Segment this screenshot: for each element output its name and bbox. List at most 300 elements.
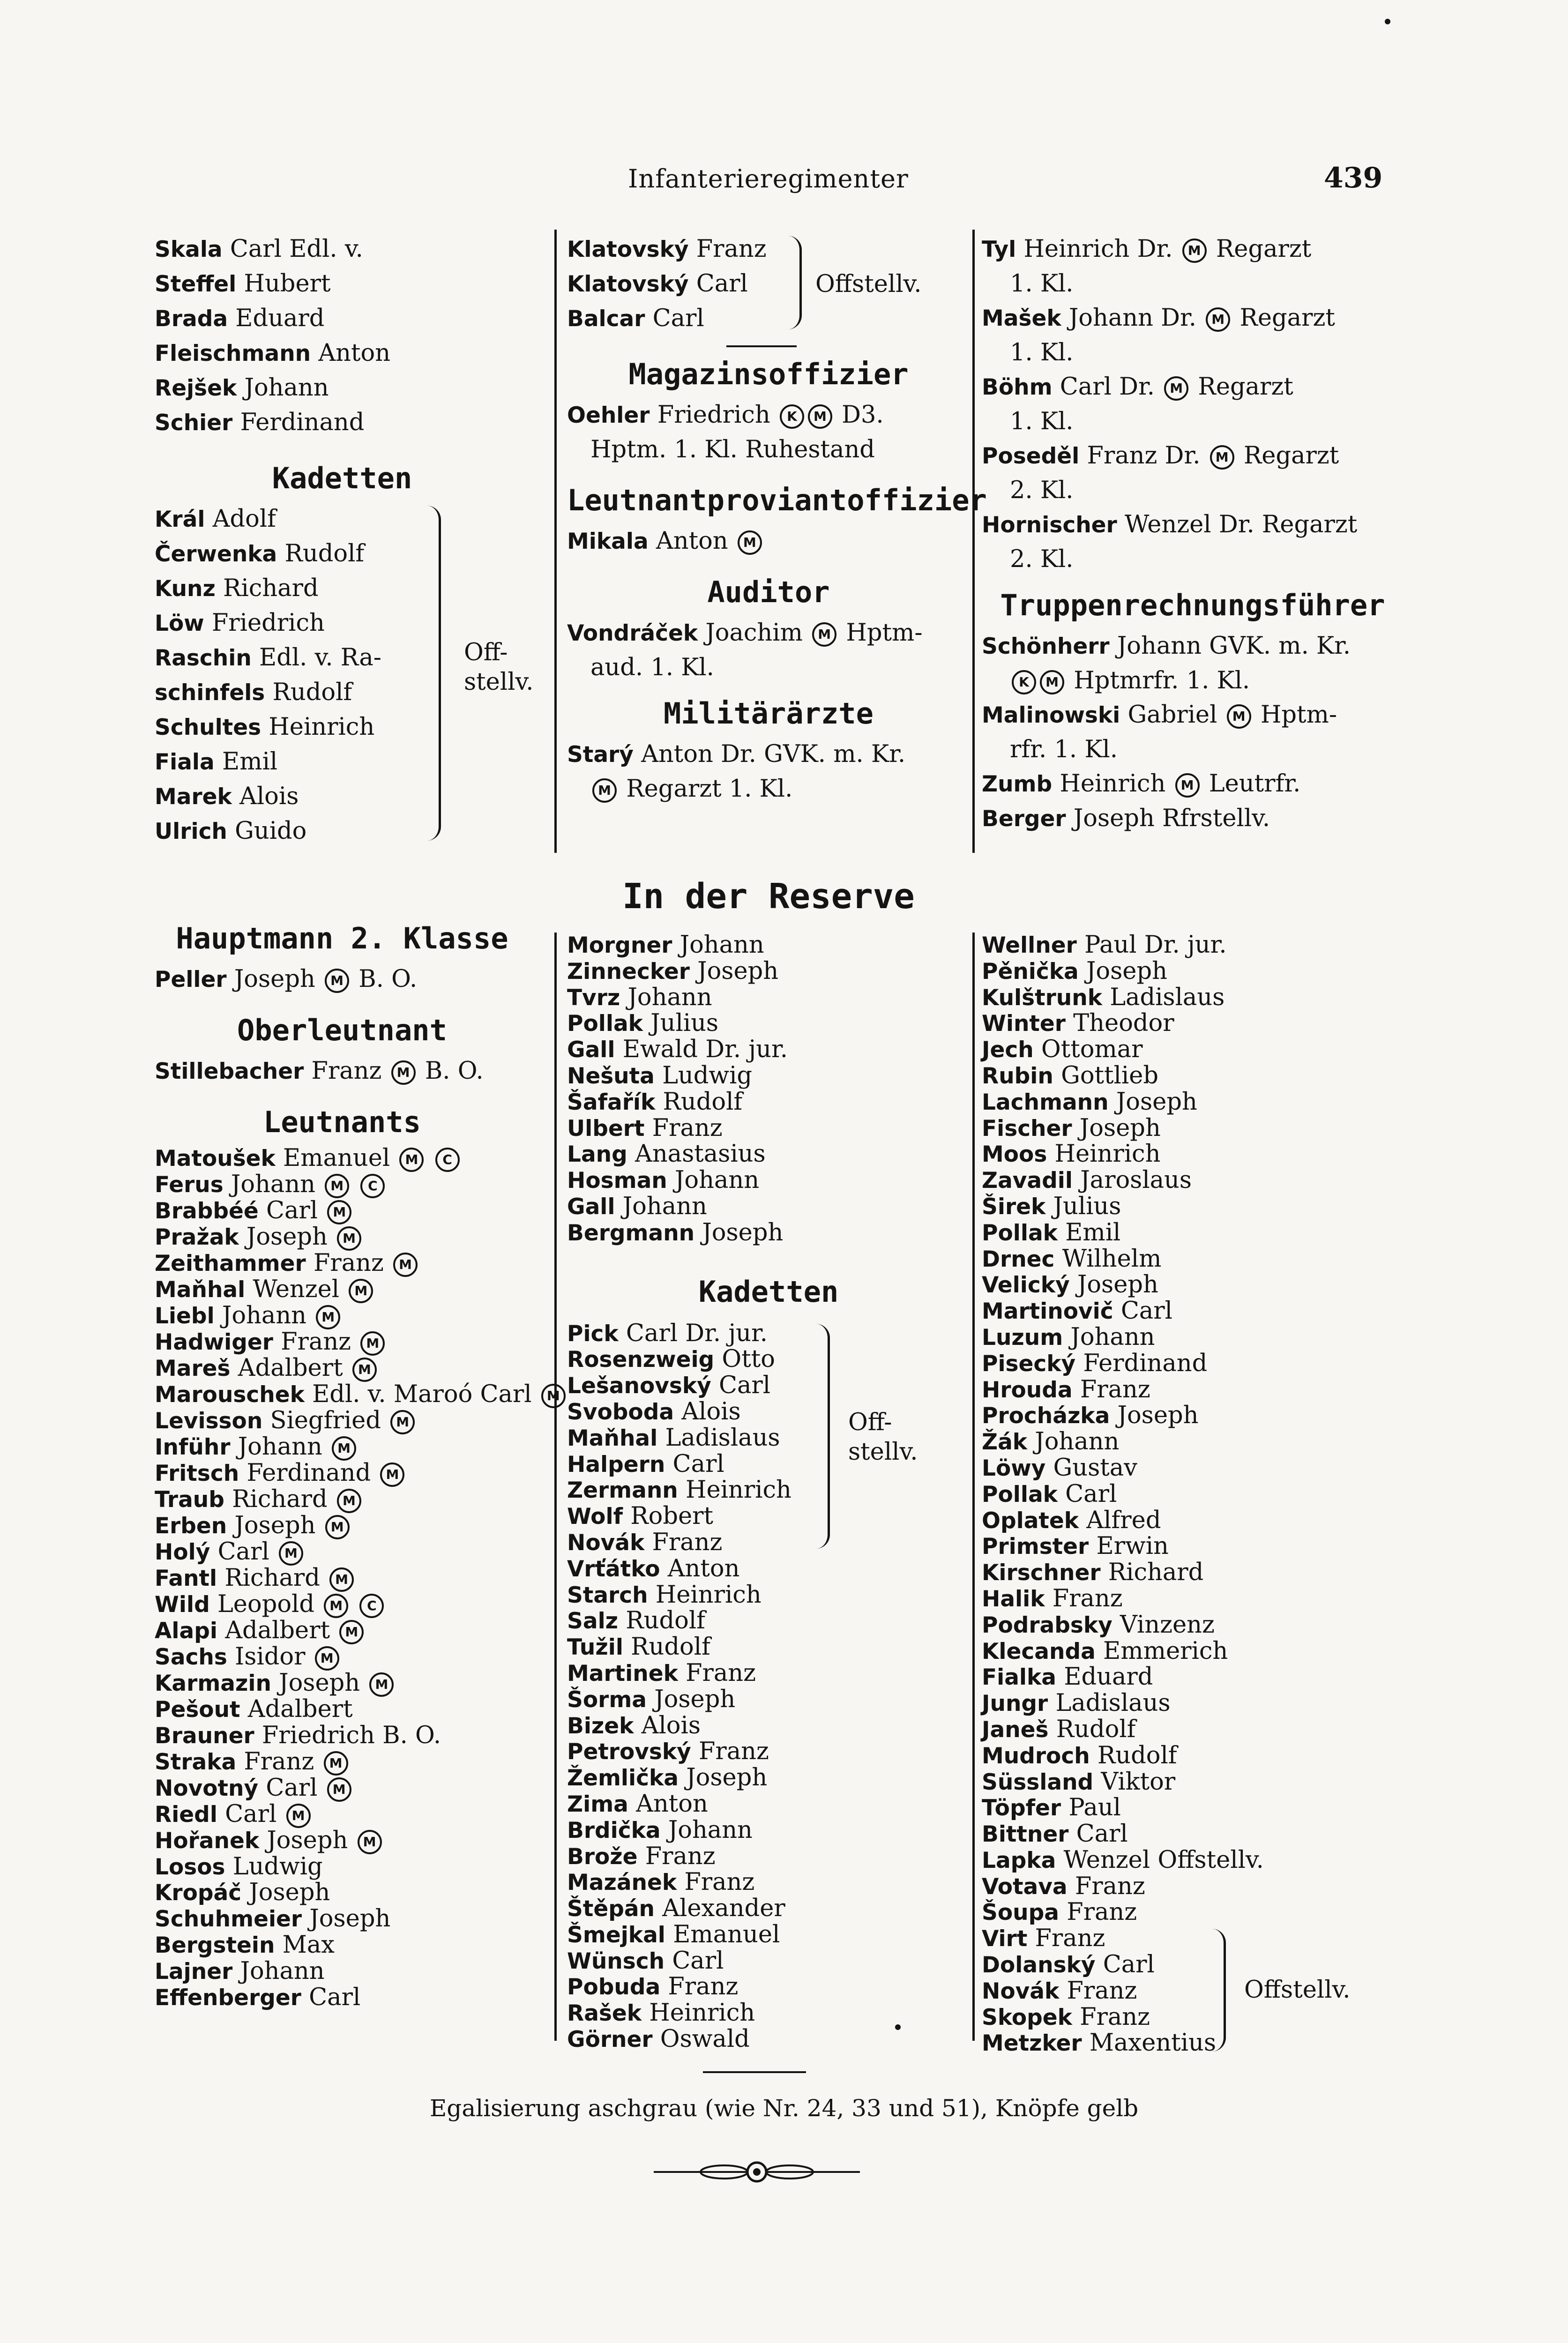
given-name: Emil <box>222 748 278 776</box>
surname: Hořanek <box>155 1828 260 1854</box>
leutnants-heading: Leutnants <box>263 1105 421 1139</box>
given-name: Maxentius <box>1089 2029 1216 2057</box>
name-entry <box>567 1063 970 1089</box>
given-name: Ladislaus <box>1110 983 1225 1011</box>
given-name: Carl Edl. v. <box>230 235 363 263</box>
given-name: Emmerich <box>1103 1637 1228 1665</box>
name-entry <box>982 1194 1404 1220</box>
name-entry <box>155 1224 530 1251</box>
surname: Žemlička <box>567 1765 679 1791</box>
given-name: Eduard <box>1064 1663 1153 1691</box>
surname: Novotný <box>155 1775 259 1801</box>
given-name: Paul Dr. jur. <box>1084 931 1227 959</box>
m-symbol: M <box>808 404 832 429</box>
name-entry <box>567 933 970 959</box>
surname: Velický <box>982 1272 1070 1298</box>
surname: Procházka <box>982 1403 1110 1429</box>
name-entry <box>982 1246 1404 1273</box>
name-entry <box>982 1612 1404 1639</box>
given-name: Gottlieb <box>1061 1061 1158 1089</box>
reserve-col3-list <box>982 933 1404 1926</box>
surname: Bergmann <box>567 1220 695 1246</box>
surname: Lešanovský <box>567 1373 711 1399</box>
m-symbol: M <box>1227 704 1251 729</box>
brace-label-line: stellv. <box>848 1438 918 1466</box>
name-entry <box>982 1377 1404 1403</box>
auditor-entry <box>567 616 970 685</box>
surname: Löw <box>155 611 204 636</box>
col1-oberleutnant-list <box>155 1054 530 1089</box>
m-symbol: M <box>316 1305 340 1329</box>
surname: Löwy <box>982 1455 1046 1481</box>
name-entry <box>567 1844 970 1870</box>
entry-continuation: aud. 1. Kl. <box>590 654 714 681</box>
surname: Ulbert <box>567 1115 645 1142</box>
suffix: Regarzt <box>1243 442 1339 470</box>
k-symbol: K <box>780 404 804 429</box>
given-name: Franz <box>1080 2003 1150 2031</box>
given-name: Ludwig <box>232 1852 323 1880</box>
name-entry <box>567 1765 970 1791</box>
magazin-entry <box>567 398 970 467</box>
surname: Mikala <box>567 529 649 554</box>
surname: Peller <box>155 967 227 992</box>
surname: Brauner <box>155 1723 254 1749</box>
surname: Hornischer <box>982 512 1117 538</box>
surname: Zeithammer <box>155 1251 306 1276</box>
name-entry <box>982 1011 1404 1037</box>
given-name: Franz <box>696 235 767 263</box>
proviant-entry <box>567 524 970 559</box>
surname: Pick <box>567 1321 619 1347</box>
given-name: Rudolf <box>626 1607 706 1635</box>
name-entry <box>982 1900 1404 1926</box>
m-symbol: M <box>325 969 349 993</box>
name-entry <box>982 439 1404 473</box>
name-entry <box>567 1948 970 1975</box>
suffix: Regarzt <box>1198 373 1293 401</box>
surname: Pešout <box>155 1697 240 1723</box>
name-entry <box>982 1769 1404 1796</box>
given-name: Franz <box>313 1249 384 1277</box>
m-symbol: M <box>349 1279 373 1303</box>
brace-label-line: Off- <box>848 1408 892 1436</box>
col1-hauptmann-list <box>155 962 530 997</box>
given-name: Friedrich B. O. <box>261 1721 441 1749</box>
surname: Böhm <box>982 374 1053 400</box>
name-entry <box>567 1608 970 1634</box>
given-name: Heinrich <box>685 1476 791 1504</box>
surname: Lang <box>567 1142 627 1168</box>
name-entry <box>567 1739 970 1765</box>
ornament-divider <box>654 2158 860 2186</box>
name-entry <box>982 1952 1404 1978</box>
militaer-heading: Militärärzte <box>664 696 874 731</box>
given-name: Heinrich <box>1060 770 1166 798</box>
given-name: Hubert <box>244 270 331 298</box>
name-entry <box>567 1116 970 1142</box>
suffix: B. O. <box>425 1057 484 1085</box>
surname: Šoupa <box>982 1900 1059 1926</box>
surname: Brada <box>155 306 228 332</box>
m-symbol: M <box>1040 670 1064 694</box>
name-entry <box>567 959 970 985</box>
name-entry <box>982 1795 1404 1821</box>
name-entry <box>567 1870 970 1896</box>
surname: Nešuta <box>567 1063 655 1089</box>
name-entry <box>155 301 530 336</box>
footer-note: Egalisierung aschgrau (wie Nr. 24, 33 und 51), Knöpfe gelb <box>429 2095 1139 2122</box>
given-name: Franz <box>684 1868 755 1896</box>
given-name: Franz <box>652 1114 723 1142</box>
given-name: Carl <box>696 270 748 298</box>
surname: Levisson <box>155 1408 263 1434</box>
given-name: Johann <box>244 374 329 402</box>
name-entry <box>155 1618 530 1644</box>
surname: Wünsch <box>567 1948 665 1974</box>
surname: Effenberger <box>155 1985 301 2011</box>
given-name: Wenzel Offstellv. <box>1063 1846 1264 1874</box>
name-entry <box>155 1146 530 1172</box>
given-name: Isidor <box>235 1643 306 1671</box>
surname: Kirschner <box>982 1560 1101 1586</box>
surname: Skopek <box>982 2004 1072 2030</box>
name-entry <box>567 1504 970 1530</box>
name-entry <box>155 1697 530 1723</box>
name-entry <box>155 1723 530 1749</box>
surname: Brože <box>567 1843 638 1870</box>
name-entry <box>982 1717 1404 1743</box>
m-symbol: M <box>812 622 836 647</box>
given-name: Carl <box>309 1983 361 2011</box>
name-entry <box>567 232 970 267</box>
given-name: Leopold <box>217 1590 315 1618</box>
brace-label-line: Off- <box>464 639 508 666</box>
name-entry <box>982 1351 1404 1377</box>
suffix: Hptm- <box>1260 701 1337 729</box>
given-name: Joseph <box>1116 1088 1197 1116</box>
suffix: Leutrfr. <box>1209 770 1301 798</box>
m-symbol: M <box>279 1541 303 1566</box>
given-name: Otto <box>722 1345 775 1373</box>
given-name: Guido <box>235 817 307 845</box>
surname: Schuhmeier <box>155 1906 302 1933</box>
surname: Podrabsky <box>982 1612 1113 1638</box>
name-entry <box>567 1818 970 1844</box>
klatovsky-brace-label: Offstellv. <box>815 270 922 298</box>
name-entry <box>155 336 530 371</box>
surname: Svoboda <box>567 1399 674 1425</box>
surname: Mašek <box>982 306 1061 331</box>
given-name: Alfred <box>1086 1506 1161 1534</box>
given-name: Rudolf <box>272 679 352 706</box>
surname: Steffel <box>155 271 237 297</box>
given-name: Carl Dr. <box>1060 373 1155 401</box>
given-name: Carl <box>266 1774 318 1802</box>
surname: Oehler <box>567 403 650 428</box>
surname: Liebl <box>155 1303 215 1329</box>
given-name: Julius <box>1053 1192 1121 1220</box>
print-mark <box>895 2024 901 2030</box>
surname: Lachmann <box>982 1089 1109 1115</box>
kadetten-group <box>155 502 534 849</box>
given-name: Edl. v. Ra- <box>259 644 382 672</box>
surname: Virt <box>982 1926 1028 1952</box>
name-entry <box>155 1828 530 1854</box>
name-entry <box>155 710 530 745</box>
surname: Fischer <box>982 1115 1072 1142</box>
surname: Votava <box>982 1873 1068 1900</box>
m-symbol: M <box>325 1515 350 1539</box>
surname: Winter <box>982 1011 1066 1037</box>
surname: Pollak <box>982 1220 1058 1246</box>
name-entry <box>155 1513 530 1539</box>
name-entry <box>982 1037 1404 1063</box>
given-name: Erwin <box>1096 1532 1169 1560</box>
given-name: Wenzel <box>253 1276 340 1303</box>
truppen-heading: Truppenrechnungsführer <box>1000 588 1385 622</box>
surname: Wolf <box>567 1504 623 1530</box>
surname: Schier <box>155 410 233 436</box>
entry <box>567 398 970 433</box>
m-symbol: M <box>1175 773 1200 798</box>
m-symbol: M <box>592 778 617 803</box>
name-entry <box>155 745 530 779</box>
given-name: Johann <box>240 1957 325 1985</box>
name-entry <box>155 1933 530 1959</box>
column-right-upper <box>982 232 1404 836</box>
footer-rule <box>703 2071 806 2073</box>
given-name: Joseph <box>654 1685 736 1713</box>
surname: Marek <box>155 784 232 810</box>
surname: Bizek <box>567 1713 634 1739</box>
name-entry <box>567 1556 970 1582</box>
given-name: Rudolf <box>284 540 365 567</box>
surname: Raschin <box>155 645 252 671</box>
given-name: Carl <box>1065 1480 1117 1508</box>
surname: Ferus <box>155 1172 224 1198</box>
klatovsky-brace <box>787 236 802 329</box>
surname: Čerwenka <box>155 541 277 567</box>
name-entry <box>982 1063 1404 1089</box>
surname: Dolanský <box>982 1952 1096 1978</box>
surname: Tvrz <box>567 985 620 1011</box>
given-name: Ferdinand <box>240 409 365 436</box>
given-name: Carl <box>672 1947 724 1975</box>
surname: Wild <box>155 1592 210 1618</box>
surname: Karmazin <box>155 1671 271 1696</box>
given-name: Ewald Dr. jur. <box>622 1036 788 1064</box>
surname: Maňhal <box>155 1277 246 1303</box>
name-entry <box>155 1776 530 1802</box>
given-name: Ferdinand <box>246 1459 371 1487</box>
given-name: Richard <box>223 575 319 602</box>
surname: Pražak <box>155 1224 239 1250</box>
surname: Rejšek <box>155 375 237 401</box>
entry-continuation: rfr. 1. Kl. <box>1010 736 1118 763</box>
surname: Novák <box>567 1530 645 1556</box>
surname: Kropáč <box>155 1880 242 1906</box>
surname: Petrovský <box>567 1739 691 1765</box>
given-name: Johann <box>679 931 764 959</box>
auditor-heading: Auditor <box>707 575 830 609</box>
m-symbol: M <box>352 1358 377 1382</box>
m-symbol: M <box>339 1620 364 1644</box>
name-entry <box>982 1220 1404 1246</box>
m-symbol: M <box>325 1174 349 1198</box>
given-name: Johann <box>668 1816 753 1844</box>
page-number: 439 <box>1324 162 1383 194</box>
given-name: Joseph <box>1086 957 1167 985</box>
given-name: Rudolf <box>1097 1741 1177 1769</box>
given-name: Heinrich Dr. <box>1023 235 1173 263</box>
name-entry <box>155 1906 530 1933</box>
given-name: Franz <box>686 1659 756 1687</box>
name-entry <box>567 985 970 1011</box>
given-name: Ludwig <box>662 1061 753 1089</box>
column-rule-right-upper <box>972 230 975 853</box>
surname: Fialka <box>982 1664 1057 1691</box>
name-entry <box>982 1142 1404 1168</box>
name-entry <box>155 1251 530 1277</box>
name-entry <box>982 1560 1404 1586</box>
name-entry <box>567 1220 970 1246</box>
surname: Zima <box>567 1791 628 1817</box>
suffix: Regarzt <box>1239 304 1335 332</box>
surname: Žák <box>982 1429 1028 1455</box>
surname: Bergstein <box>155 1932 275 1958</box>
m-symbol: M <box>327 1777 351 1802</box>
m-symbol: M <box>315 1646 339 1671</box>
column-right-lower <box>982 933 1404 2057</box>
surname: Ulrich <box>155 819 227 844</box>
name-entry <box>155 1854 530 1880</box>
surname: Maňhal <box>567 1425 658 1451</box>
name-entry <box>982 1821 1404 1848</box>
name-entry <box>155 502 530 537</box>
given-name: Joachim <box>705 619 803 647</box>
entry-continuation: 1. Kl. <box>1010 408 1074 435</box>
given-name: Johann <box>1035 1428 1120 1456</box>
surname: Mudroch <box>982 1743 1090 1769</box>
name-entry <box>567 1634 970 1661</box>
given-name: Johann <box>231 1171 316 1198</box>
name-entry <box>982 1848 1404 1874</box>
col1-leutnants-list <box>155 1144 560 2011</box>
given-name: Johann GVK. m. Kr. <box>1117 632 1351 660</box>
name-entry <box>155 1198 530 1224</box>
name-entry <box>155 1566 530 1592</box>
given-name: Max <box>282 1931 335 1959</box>
m-symbol: M <box>327 1200 351 1224</box>
given-name: Joseph <box>1077 1271 1158 1299</box>
given-name: Franz <box>244 1747 314 1776</box>
short-rule <box>726 345 797 347</box>
surname: Lapka <box>982 1847 1056 1873</box>
surname: Görner <box>567 2027 653 2053</box>
surname: Mazánek <box>567 1870 677 1896</box>
surname: Vondráček <box>567 620 698 646</box>
name-entry <box>567 1791 970 1818</box>
column-middle-lower <box>567 933 970 2053</box>
given-name: Julius <box>650 1009 719 1037</box>
surname: Stillebacher <box>155 1059 304 1084</box>
given-name: Alois <box>641 1711 701 1739</box>
given-name: Ottomar <box>1041 1036 1143 1064</box>
name-entry <box>155 1539 530 1566</box>
given-name: Franz <box>1067 1977 1137 2005</box>
given-name: Alois <box>239 783 299 810</box>
given-name: Rudolf <box>663 1088 743 1116</box>
entry <box>982 801 1404 836</box>
name-entry <box>982 1508 1404 1534</box>
surname: Morgner <box>567 933 672 958</box>
given-name: Anton Dr. GVK. m. Kr. <box>641 740 906 768</box>
reserve-kadetten-group <box>567 1321 970 2053</box>
surname: Tužil <box>567 1634 623 1661</box>
m-symbol: M <box>358 1830 382 1854</box>
name-entry <box>982 1089 1404 1116</box>
entry <box>982 698 1404 732</box>
reserve-col3-brace-label: Offstellv. <box>1244 1976 1351 2004</box>
given-name: Adolf <box>212 505 276 533</box>
given-name: Joseph <box>1117 1402 1199 1430</box>
given-name: Franz <box>1052 1584 1123 1612</box>
surname: Klatovský <box>567 237 689 262</box>
surname: schinfels <box>155 680 265 706</box>
name-entry <box>567 1582 970 1609</box>
given-name: Vinzenz <box>1120 1611 1215 1639</box>
surname: Bittner <box>982 1821 1069 1848</box>
m-symbol: M <box>380 1463 404 1487</box>
given-name: Adalbert <box>247 1695 353 1723</box>
entry-continuation <box>982 664 1404 698</box>
surname: Gall <box>567 1037 615 1063</box>
given-name: Carl <box>1076 1820 1128 1848</box>
surname: Schönherr <box>982 634 1110 659</box>
surname: Sachs <box>155 1644 227 1670</box>
name-entry <box>567 2000 970 2027</box>
name-entry <box>155 1172 530 1198</box>
name-entry <box>155 1329 530 1356</box>
name-entry <box>982 1403 1404 1429</box>
name-entry <box>982 301 1404 336</box>
given-name: Joseph <box>279 1669 360 1697</box>
surname: Alapi <box>155 1618 217 1644</box>
given-name: Johann <box>627 983 712 1011</box>
given-name: Gustav <box>1053 1454 1137 1482</box>
given-name: Joseph <box>702 1218 784 1246</box>
proviant-heading: Leutnantproviantoffizier <box>567 483 987 517</box>
given-name: Heinrich <box>655 1581 762 1609</box>
name-entry <box>155 962 530 997</box>
surname: Starý <box>567 742 634 768</box>
m-symbol: M <box>1164 376 1188 401</box>
name-entry <box>982 1455 1404 1482</box>
given-name: Joseph <box>309 1905 391 1933</box>
surname: Pollak <box>982 1481 1058 1507</box>
given-name: Anton <box>656 527 728 555</box>
name-entry <box>982 1691 1404 1717</box>
surname: Tyl <box>982 237 1016 262</box>
m-symbol: M <box>1210 445 1234 470</box>
name-entry <box>982 1664 1404 1691</box>
surname: Pobuda <box>567 1974 661 2000</box>
given-name: Franz <box>281 1328 351 1356</box>
surname: Skala <box>155 237 223 262</box>
m-symbol: M <box>324 1594 348 1618</box>
name-entry <box>982 1926 1404 1952</box>
